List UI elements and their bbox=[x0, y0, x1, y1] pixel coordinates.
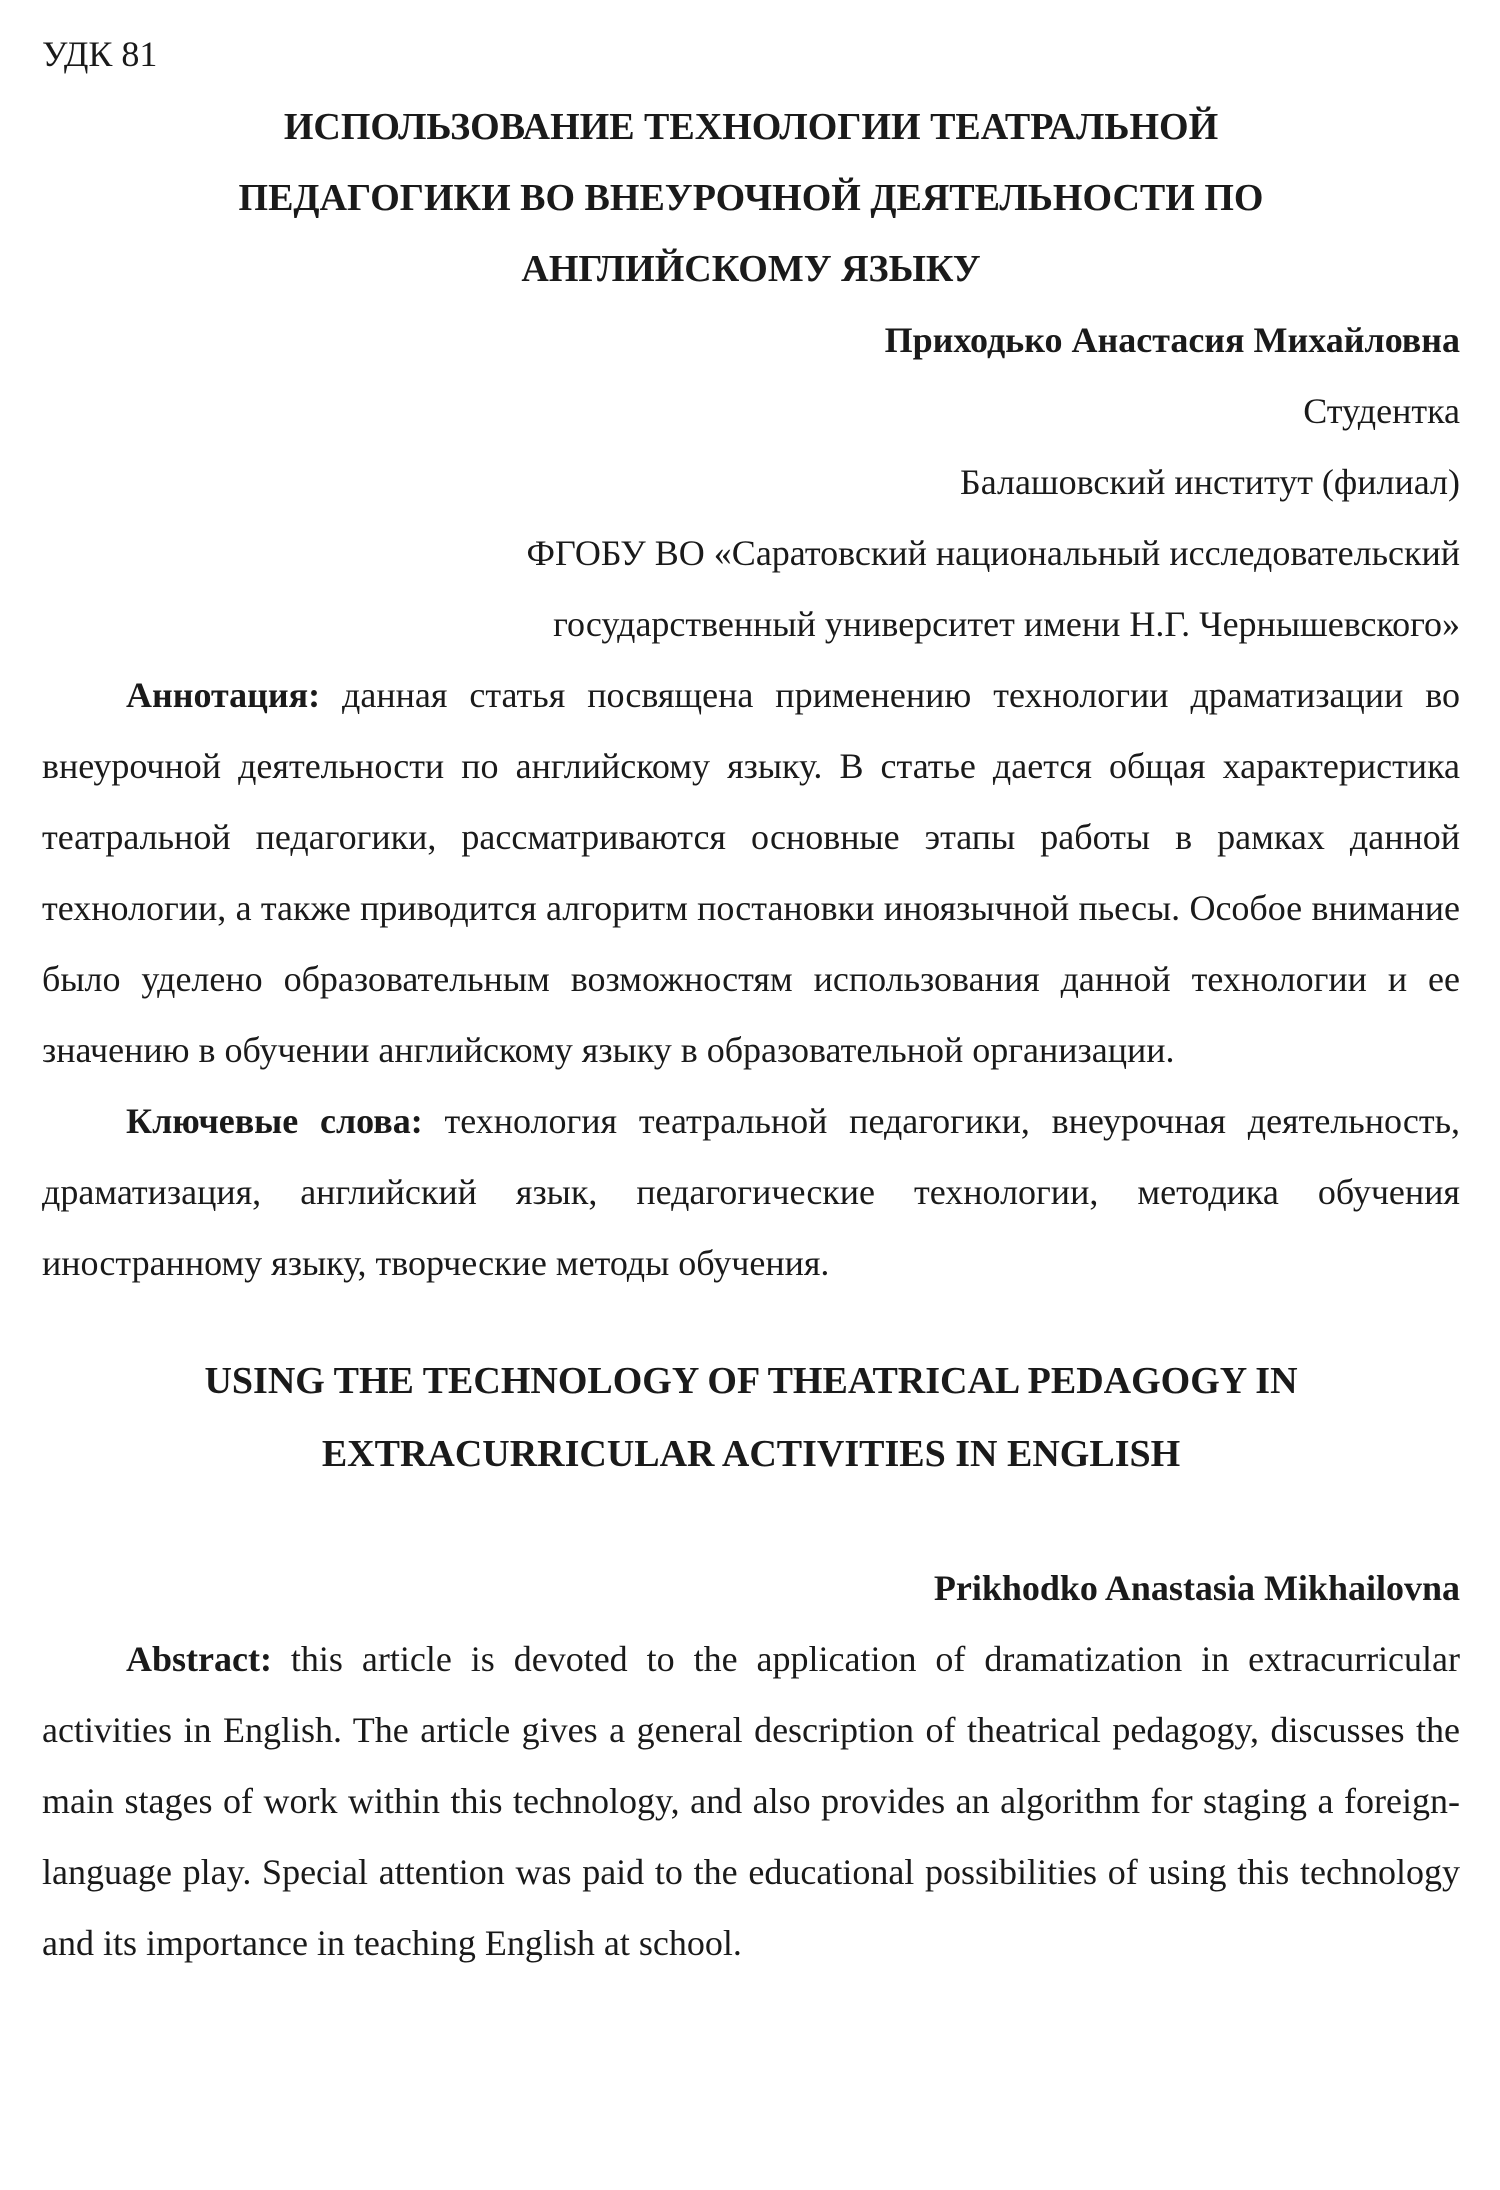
keywords-russian-label: Ключевые слова: bbox=[126, 1101, 423, 1141]
abstract-english-text: this article is devoted to the application of dramatization in extracurricular activities in English. The article gives a general description of theatrical pedagogy, discusses the main stages of work within this technology, and also provides an algorithm for staging a foreign-language play. Special attention was paid to the educational possibilities of using this technology and its importance in teaching English at school. bbox=[42, 1639, 1461, 1963]
title-russian-line-3: АНГЛИЙСКОМУ ЯЗЫКУ bbox=[521, 248, 981, 290]
title-russian bbox=[42, 92, 1460, 305]
title-english bbox=[42, 1345, 1460, 1491]
author-name-russian: Приходько Анастасия Михайловна bbox=[884, 320, 1460, 360]
author-institute: Балашовский институт (филиал) bbox=[960, 462, 1460, 502]
title-russian-line-2: ПЕДАГОГИКИ ВО ВНЕУРОЧНОЙ ДЕЯТЕЛЬНОСТИ ПО bbox=[238, 177, 1264, 219]
title-english-line-2: EXTRACURRICULAR ACTIVITIES IN ENGLISH bbox=[321, 1433, 1181, 1475]
paper-page bbox=[42, 28, 1460, 1979]
abstract-english-label: Abstract: bbox=[126, 1639, 272, 1679]
section-spacer bbox=[42, 1299, 1460, 1345]
author-name-english: Prikhodko Anastasia Mikhailovna bbox=[933, 1568, 1460, 1608]
author-university-line-1: ФГОБУ ВО «Саратовский национальный исследовательский bbox=[526, 533, 1460, 573]
abstract-russian-label: Аннотация: bbox=[126, 675, 321, 715]
keywords-russian-text: технология театральной педагогики, внеурочная деятельность, драматизация, английский язык, педагогические технологии, методика обучения иностранному языку, творческие методы обучения. bbox=[42, 1101, 1460, 1283]
abstract-russian-text: данная статья посвящена применению технологии драматизации во внеурочной деятельности по английскому языку. В статье дается общая характеристика театральной педагогики, рассматриваются основные этапы работы в рамках данной технологии, а также приводится алгоритм постановки иноязычной пьесы. Особое внимание было уделено образовательным возможностям использования данной технологии и ее значению в обучении английскому языку в образовательной организации. bbox=[42, 675, 1461, 1070]
abstract-english bbox=[42, 1624, 1460, 1979]
title-english-line-1: USING THE TECHNOLOGY OF THEATRICAL PEDAGOGY IN bbox=[204, 1360, 1298, 1402]
abstract-russian bbox=[42, 660, 1460, 1086]
section-spacer bbox=[42, 1491, 1460, 1553]
udc-code: УДК 81 bbox=[42, 34, 158, 74]
title-russian-line-1: ИСПОЛЬЗОВАНИЕ ТЕХНОЛОГИИ ТЕАТРАЛЬНОЙ bbox=[283, 106, 1219, 148]
author-affiliation bbox=[42, 376, 1460, 660]
author-position: Студентка bbox=[1303, 391, 1460, 431]
author-university-line-2: государственный университет имени Н.Г. Чернышевского» bbox=[553, 604, 1460, 644]
keywords-russian bbox=[42, 1086, 1460, 1299]
